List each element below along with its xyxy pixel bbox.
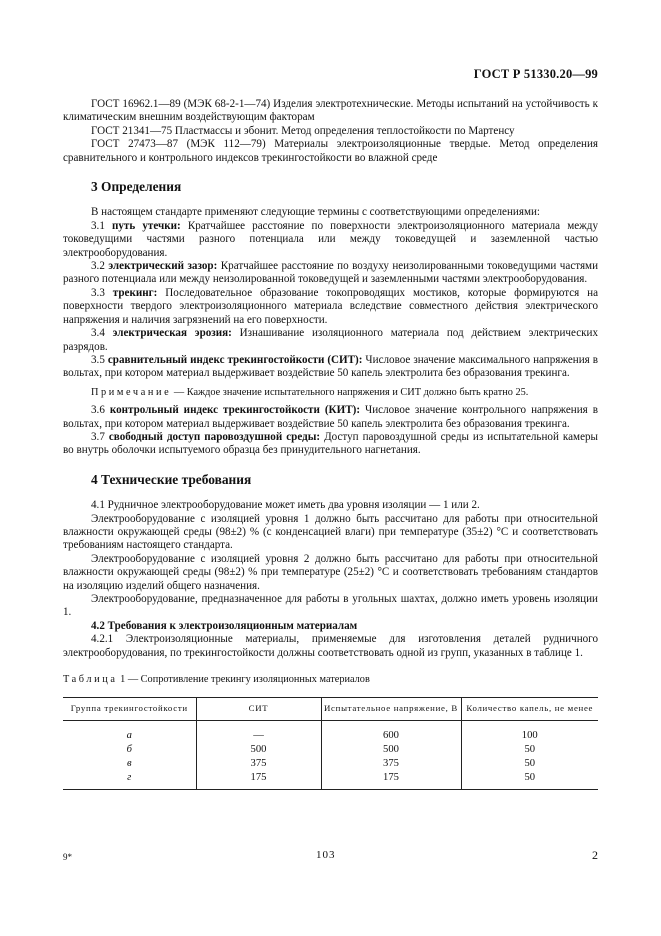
definition-3-1: 3.1 путь утечки: Кратчайшее расстояние по поверхности электроизоляционного материала между токоведущими частями разного потенциала или между токоведущей и заземленной частью электрооборудования. — [63, 219, 598, 259]
page-number: 2 — [592, 848, 598, 862]
definition-3-2: 3.2 электрический зазор: Кратчайшее расстояние по воздуху неизолированными токоведущими частями разного потенциала или между неизолированной токоведущей и заземленными частями электрооборудования. — [63, 260, 599, 286]
table-cell: 500 — [196, 743, 321, 757]
column-header: Количество капель, не менее — [461, 697, 598, 720]
subsection-4-2-title: 4.2 Требования к электроизоляционным материалам — [91, 619, 358, 632]
table-header-row — [63, 697, 598, 720]
table-cell: 50 — [461, 743, 598, 757]
footer-signature-mark: 9* — [63, 852, 72, 862]
table-cell: 175 — [321, 771, 461, 790]
table-row — [63, 721, 598, 744]
table-cell: 175 — [196, 771, 321, 790]
table-cell: — — [196, 721, 321, 744]
paragraph-4-1: 4.1 Рудничное электрооборудование может иметь два уровня изоляции — 1 или 2. — [91, 499, 480, 512]
term: трекинг: — [112, 286, 158, 299]
term: путь утечки: — [111, 219, 181, 232]
paragraph: Электрооборудование с изоляцией уровня 1 должно быть рассчитано для работы при относительной влажности окружающей среды (98±2) % (с конденсацией влаги) при температуре (35±2) °С и соответствовать требованиям настоящего стандарта. — [63, 512, 598, 552]
table-cell: 100 — [461, 721, 598, 744]
table-row — [63, 743, 598, 757]
term: электрический зазор: — [108, 260, 218, 273]
term: свободный доступ паровоздушной среды: — [108, 430, 321, 443]
column-header: Испытательное напряжение, В — [321, 697, 461, 720]
column-header: СИТ — [196, 697, 321, 720]
definition-3-5: 3.5 сравнительный индекс трекингостойкости (СИТ): Числовое значение максимального напряжения в вольтах, при котором материал выдерживает воздействие 50 капель электролита без образования трекинга. — [63, 353, 598, 380]
table-cell: в — [126, 758, 132, 770]
note-label: Примечание — [91, 386, 172, 398]
document-body — [63, 98, 598, 790]
section-4-title: 4 Технические требования — [91, 471, 252, 487]
section-3-title: 3 Определения — [91, 179, 182, 195]
table-cell: а — [126, 730, 132, 742]
paragraph: Электрооборудование с изоляцией уровня 2 должно быть рассчитано для работы при относительной влажности окружающей среды (98±2) % при температуре (25±2) °С и соответствовать требованиям стандартов на изоляцию изделий общего назначения. — [63, 552, 598, 592]
reference-item: ГОСТ 27473—87 (МЭК 112—79) Материалы электроизоляционные твердые. Метод определения сравнительного и контрольного индексов трекингостойкости во влажной среде — [63, 138, 598, 164]
paragraph-4-2-1: 4.2.1 Электроизоляционные материалы, применяемые для изготовления деталей рудничного электрооборудования, по трекингостойкости должны соответствовать одной из групп, указанных в таблице 1. — [63, 633, 598, 659]
definition-3-4: 3.4 электрическая эрозия: Изнашивание изоляционного материала под действием электрических разрядов. — [63, 327, 598, 353]
table-cell: 50 — [461, 771, 598, 790]
footer-sheet-number: 103 — [316, 849, 336, 861]
term: электрическая эрозия: — [112, 327, 232, 340]
note: Примечание — Каждое значение испытательного напряжения и СИТ должно быть кратно 25. — [91, 386, 529, 398]
reference-item: ГОСТ 16962.1—89 (МЭК 68-2-1—74) Изделия электротехнические. Методы испытаний на устойчивость к климатическим внешним воздействующим факторам — [63, 98, 598, 124]
reference-item: ГОСТ 21341—75 Пластмассы и эбонит. Метод определения теплостойкости по Мартенсу — [91, 124, 515, 137]
table-cell: 375 — [321, 757, 461, 771]
table-cell: 50 — [461, 757, 598, 771]
term: сравнительный индекс трекингостойкости (СИТ): — [107, 353, 363, 366]
definitions-intro: В настоящем стандарте применяют следующие термины с соответствующими определениями: — [91, 206, 540, 219]
table-label: Таблица — [63, 674, 118, 686]
standard-code-header: ГОСТ Р 51330.20—99 — [473, 67, 598, 81]
term: контрольный индекс трекингостойкости (КИТ): — [109, 404, 361, 417]
table-row — [63, 757, 598, 771]
table-cell: б — [126, 744, 132, 756]
definition-3-6: 3.6 контрольный индекс трекингостойкости (КИТ): Числовое значение контрольного напряжения в вольтах, при котором материал выдерживает воздействие 50 капель электролита без образования трекинга. — [63, 404, 598, 430]
table-cell: 500 — [321, 743, 461, 757]
definition-3-3: 3.3 трекинг: Последовательное образование токопроводящих мостиков, которые формируются на поверхности твердого электроизоляционного материала вследствие совместного действия электрического напряжения и наличия загрязнений на его поверхности. — [63, 286, 599, 326]
paragraph: Электрооборудование, предназначенное для работы в угольных шахтах, должно иметь уровень изоляции 1. — [63, 593, 598, 619]
column-header: Группа трекингостойкости — [63, 697, 196, 720]
tracking-resistance-table — [63, 697, 598, 790]
table-cell: 375 — [196, 757, 321, 771]
table-caption: Таблица 1 — Сопротивление трекингу изоляционных материалов — [63, 674, 370, 686]
table-row — [63, 771, 598, 790]
table-cell: г — [63, 771, 196, 790]
definition-3-7: 3.7 свободный доступ паровоздушной среды: Доступ паровоздушной среды из испытательной камеры во внутрь оболочки испытуемого образца без принудительного нагнетания. — [63, 430, 599, 457]
table-cell: 600 — [321, 721, 461, 744]
